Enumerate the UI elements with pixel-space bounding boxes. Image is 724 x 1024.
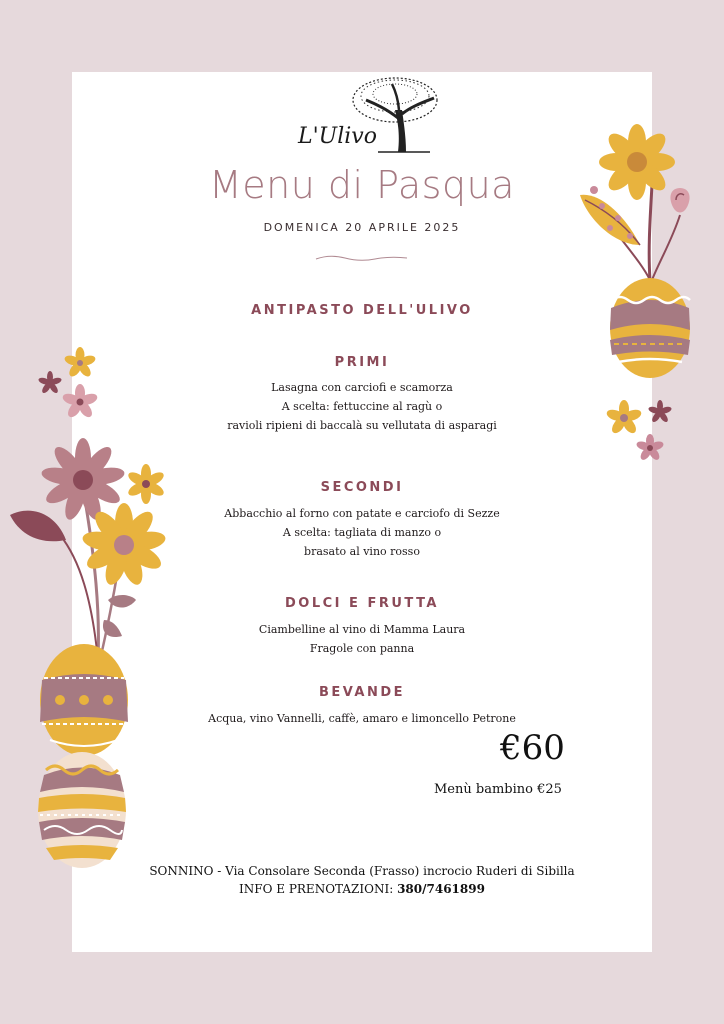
menu-item: ravioli ripieni di baccalà su vellutata di asparagi [227, 419, 497, 432]
menu-title: Menu di Pasqua [209, 163, 515, 207]
section-antipasto-title: ANTIPASTO DELL'ULIVO [251, 303, 473, 318]
menu-item: A scelta: fettuccine al ragù o [281, 400, 443, 413]
section-dolci-title: DOLCI E FRUTTA [285, 596, 439, 611]
section-secondi-title: SECONDI [320, 480, 404, 495]
menu-item: brasato al vino rosso [304, 545, 420, 558]
logo-text: L'Ulivo [298, 124, 377, 149]
child-menu-price: Menù bambino €25 [434, 782, 562, 797]
footer [72, 862, 652, 898]
phone-number[interactable]: 380/7461899 [397, 882, 485, 896]
left-easter-egg-bottom-icon [38, 752, 126, 868]
menu-item: Lasagna con carciofi e scamorza [271, 381, 453, 394]
event-date: DOMENICA 20 APRILE 2025 [263, 221, 461, 234]
bevande-list [72, 709, 652, 728]
menu-item: Fragole con panna [309, 642, 415, 655]
decorative-divider [316, 256, 407, 260]
menu-item: A scelta: tagliata di manzo o [282, 526, 442, 539]
section-bevande-title: BEVANDE [318, 685, 406, 700]
secondi-list [72, 504, 652, 561]
menu-price: €60 [500, 728, 565, 768]
left-easter-egg-top-icon [40, 644, 128, 756]
footer-info [72, 880, 652, 898]
menu-item: Acqua, vino Vannelli, caffè, amaro e limoncello Petrone [208, 712, 516, 725]
menu-item: Ciambelline al vino di Mamma Laura [258, 623, 466, 636]
info-label: INFO E PRENOTAZIONI: [239, 882, 398, 896]
dolci-list [72, 620, 652, 658]
menu-item: Abbacchio al forno con patate e carciofo di Sezze [224, 507, 500, 520]
section-primi-title: PRIMI [334, 355, 390, 370]
primi-list [72, 378, 652, 435]
footer-address: SONNINO - Via Consolare Seconda (Frasso) incrocio Ruderi di Sibilla [149, 864, 575, 878]
